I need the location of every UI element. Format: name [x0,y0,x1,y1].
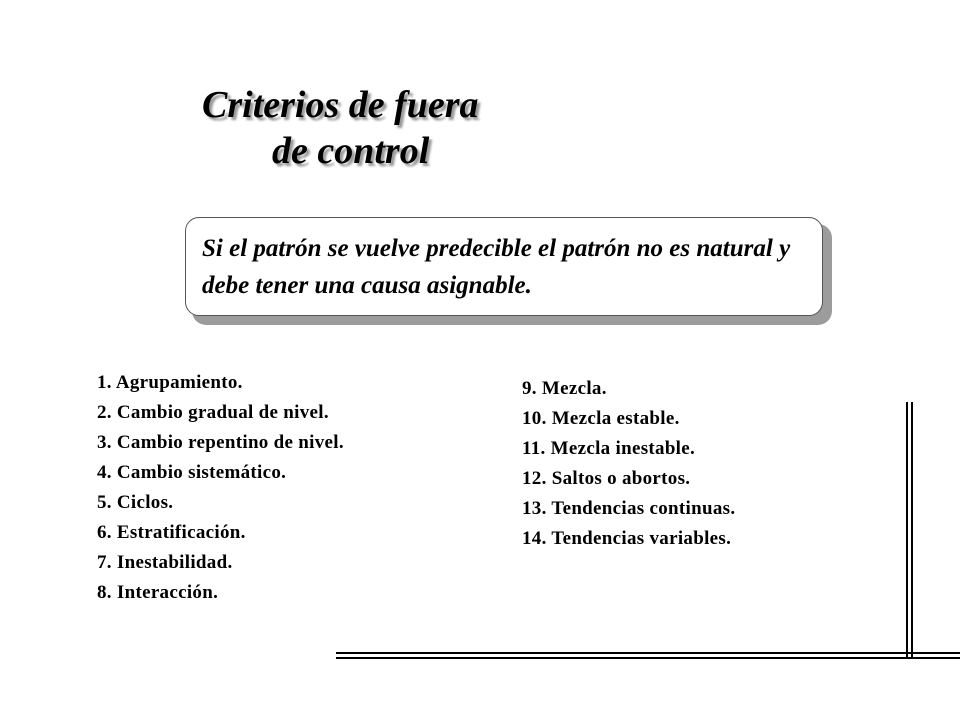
list-item: 13. Tendencias continuas. [522,498,736,519]
list-item: 5. Ciclos. [97,492,174,513]
corner-horizontal-rule [336,652,960,659]
criteria-list-left [97,368,344,608]
corner-vertical-rule [906,402,913,658]
slide-title-line-2: de control [272,130,430,172]
list-item: 9. Mezcla. [522,378,607,399]
list-item: 12. Saltos o abortos. [522,468,691,489]
criteria-list-right [522,374,735,554]
list-item: 14. Tendencias variables. [522,528,732,549]
list-item: 7. Inestabilidad. [97,552,233,573]
slide-title [200,82,510,174]
list-item: 11. Mezcla inestable. [522,438,696,459]
list-item: 6. Estratificación. [97,522,246,543]
slide-title-line-1: Criterios de fuera [202,84,479,126]
list-item: 8. Interacción. [97,582,219,603]
list-item: 10. Mezcla estable. [522,408,680,429]
list-item: 3. Cambio repentino de nivel. [97,432,344,453]
callout-text: Si el patrón se vuelve predecible el patrón no es natural y debe tener una causa asignable. [202,235,791,299]
callout-box [185,217,823,316]
list-item: 1. Agrupamiento. [97,372,243,393]
list-item: 4. Cambio sistemático. [97,462,287,483]
list-item: 2. Cambio gradual de nivel. [97,402,329,423]
